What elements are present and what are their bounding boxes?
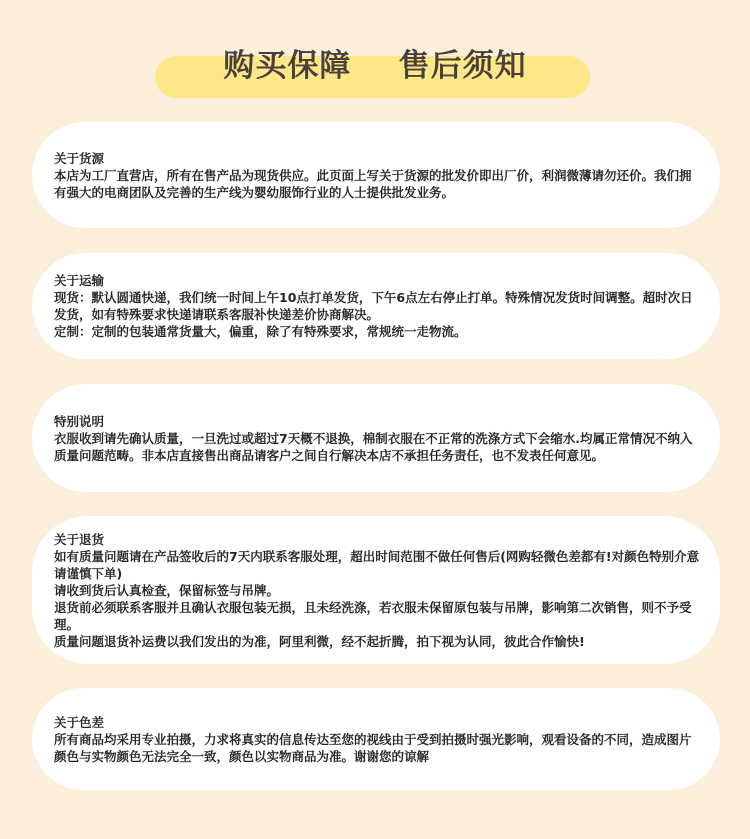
- title-right: 售后须知: [398, 48, 527, 84]
- section-text: 质量问题退货补运费以我们发出的为准，阿里利微，经不起折腾，拍下视为认同，彼此合作愉快!: [54, 633, 585, 649]
- section-card-returns: [32, 516, 720, 664]
- section-text: 本店为工厂直营店，所有在售产品为现货供应。此页面上写关于货源的批发价即出厂价，利润微薄请勿还价。我们拥有强大的电商团队及完善的生产线为婴幼服饰行业的人士提供批发业务。: [54, 167, 692, 200]
- section-heading: 关于货源: [54, 150, 105, 166]
- section-text: 衣服收到请先确认质量，一旦洗过或超过7天概不退换，棉制衣服在不正常的洗涤方式下会缩水.均属正常情况不纳入质量问题范畴。非本店直接售出商品请客户之间自行解决本店不承担任务责任，也不发表任何意见。: [54, 430, 693, 463]
- title-left: 购买保障: [223, 48, 352, 84]
- section-text: 定制：定制的包装通常货量大，偏重，除了有特殊要求，常规统一走物流。: [54, 324, 467, 339]
- section-heading: 关于运输: [54, 273, 105, 288]
- page-header: [0, 0, 750, 110]
- page-title: [0, 40, 750, 85]
- section-text: 现货：默认圆通快递，我们统一时间上午10点打单发货，下午6点左右停止打单。特殊情况发货时间调整。超时次日发货，如有特殊要求快递请联系客服补快递差价协商解决。: [54, 290, 693, 322]
- section-heading: 关于色差: [54, 714, 105, 730]
- section-card-source: [32, 122, 720, 228]
- section-text: 如有质量问题请在产品签收后的7天内联系客服处理，超出时间范围不做任何售后(网购轻微色差都有!对颜色特别介意请谨慎下单): [54, 548, 700, 581]
- section-text: 请收到货后认真检查，保留标签与吊牌。: [54, 582, 280, 598]
- section-text: 所有商品均采用专业拍摄，力求将真实的信息传达至您的视线由于受到拍摄时强光影响，观看设备的不同，造成图片颜色与实物颜色无法完全一致，颜色以实物商品为准。谢谢您的谅解: [54, 731, 692, 764]
- section-card-special-notes: [32, 384, 720, 492]
- section-text: 退货前必须联系客服并且确认衣服包装无损，且未经洗涤，若衣服未保留原包装与吊牌，影响第二次销售，则不予受理。: [54, 599, 692, 632]
- section-heading: 关于退货: [54, 531, 105, 547]
- section-card-color-difference: [32, 688, 720, 790]
- section-card-shipping: [32, 253, 720, 359]
- section-heading: 特别说明: [54, 413, 105, 429]
